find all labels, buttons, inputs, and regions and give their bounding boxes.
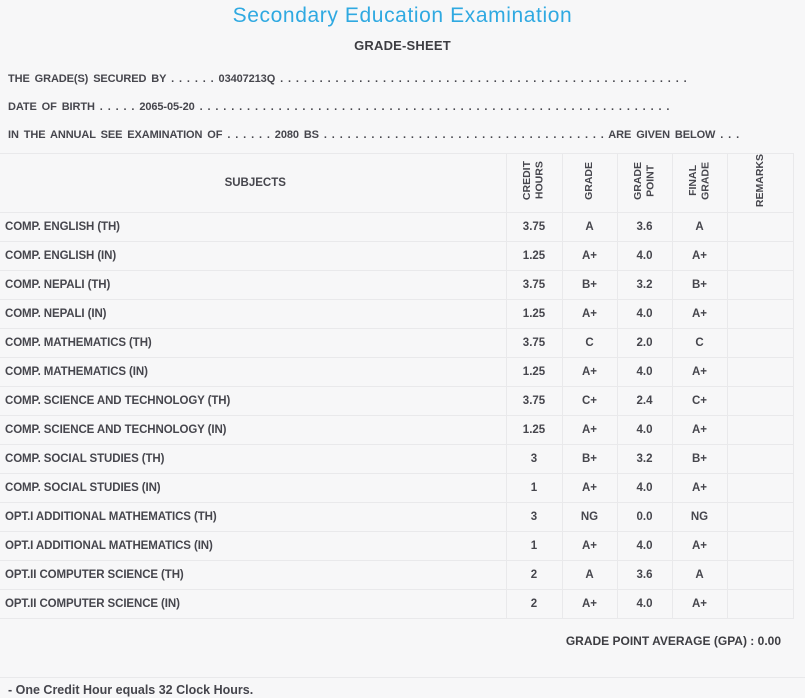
grade-cell: A+	[562, 416, 617, 445]
info-line-grades-secured-by: THE GRADE(S) SECURED BY . . . . . . 03407213Q . . . . . . . . . . . . . . . . . . . . . . . . . . . . . . . . . . . . . . . . . . . . . . . . . . . .	[8, 73, 687, 85]
table-row	[0, 474, 793, 503]
credit-hours-cell: 1.25	[506, 416, 562, 445]
credit-hours-cell: 3	[506, 445, 562, 474]
credit-hours-cell: 1	[506, 532, 562, 561]
table-row	[0, 416, 793, 445]
final-grade-cell: A+	[672, 242, 727, 271]
credit-hours-cell: 2	[506, 561, 562, 590]
subject-cell: OPT.II COMPUTER SCIENCE (IN)	[0, 590, 506, 619]
grade-point-cell: 4.0	[617, 474, 672, 503]
final-grade-label: FINAL GRADE	[686, 161, 712, 200]
grade-point-cell: 4.0	[617, 590, 672, 619]
remarks-cell	[727, 503, 793, 532]
subject-cell: COMP. SOCIAL STUDIES (TH)	[0, 445, 506, 474]
remarks-cell	[727, 271, 793, 300]
column-header-grade-point	[617, 154, 672, 213]
final-grade-cell: B+	[672, 445, 727, 474]
grade-point-cell: 4.0	[617, 358, 672, 387]
grade-point-cell: 2.0	[617, 329, 672, 358]
grade-cell: A+	[562, 242, 617, 271]
grade-table-body	[0, 213, 793, 619]
credit-hours-cell: 3.75	[506, 213, 562, 242]
column-header-subjects: SUBJECTS	[0, 154, 506, 213]
credit-hours-cell: 3.75	[506, 387, 562, 416]
final-grade-cell: A+	[672, 590, 727, 619]
grade-cell: A+	[562, 590, 617, 619]
grade-point-cell: 3.2	[617, 271, 672, 300]
credit-hours-cell: 3.75	[506, 329, 562, 358]
final-grade-cell: A+	[672, 358, 727, 387]
divider	[0, 677, 805, 678]
subject-cell: COMP. SCIENCE AND TECHNOLOGY (TH)	[0, 387, 506, 416]
remarks-cell	[727, 474, 793, 503]
subject-cell: OPT.I ADDITIONAL MATHEMATICS (TH)	[0, 503, 506, 532]
grade-point-cell: 4.0	[617, 300, 672, 329]
remarks-cell	[727, 561, 793, 590]
remarks-cell	[727, 387, 793, 416]
info-line-date-of-birth: DATE OF BIRTH . . . . . 2065-05-20 . . . . . . . . . . . . . . . . . . . . . . . . . . . . . . . . . . . . . . . . . . . . . . . . . . . . . . . . . . . .	[8, 101, 670, 113]
grade-cell: C+	[562, 387, 617, 416]
grade-point-cell: 0.0	[617, 503, 672, 532]
credit-hours-cell: 3	[506, 503, 562, 532]
grade-cell: A+	[562, 358, 617, 387]
column-header-final-grade	[672, 154, 727, 213]
subject-cell: COMP. SCIENCE AND TECHNOLOGY (IN)	[0, 416, 506, 445]
grade-cell: A	[562, 561, 617, 590]
credit-hours-cell: 1.25	[506, 242, 562, 271]
final-grade-cell: A+	[672, 474, 727, 503]
table-row	[0, 358, 793, 387]
grade-point-cell: 4.0	[617, 532, 672, 561]
subject-cell: OPT.II COMPUTER SCIENCE (TH)	[0, 561, 506, 590]
grade-label: GRADE	[583, 161, 596, 200]
table-row	[0, 387, 793, 416]
table-row	[0, 590, 793, 619]
credit-hour-footnote: - One Credit Hour equals 32 Clock Hours.	[8, 683, 254, 698]
final-grade-cell: A	[672, 561, 727, 590]
final-grade-cell: A+	[672, 300, 727, 329]
grade-cell: C	[562, 329, 617, 358]
subject-cell: COMP. ENGLISH (IN)	[0, 242, 506, 271]
table-row	[0, 213, 793, 242]
gpa-summary	[0, 633, 781, 649]
credit-hours-cell: 1.25	[506, 300, 562, 329]
grade-point-cell: 3.6	[617, 561, 672, 590]
final-grade-cell: A+	[672, 532, 727, 561]
gpa-value: 0.00	[757, 634, 781, 649]
remarks-cell	[727, 300, 793, 329]
subject-cell: COMP. MATHEMATICS (TH)	[0, 329, 506, 358]
grade-point-cell: 3.6	[617, 213, 672, 242]
candidate-info-block	[0, 65, 801, 149]
grade-cell: B+	[562, 271, 617, 300]
remarks-cell	[727, 213, 793, 242]
grade-cell: B+	[562, 445, 617, 474]
table-row	[0, 445, 793, 474]
gpa-label: GRADE POINT AVERAGE (GPA) :	[565, 634, 755, 649]
grade-point-cell: 4.0	[617, 242, 672, 271]
grade-table-header	[0, 154, 793, 213]
column-header-grade	[562, 154, 617, 213]
final-grade-cell: C+	[672, 387, 727, 416]
grade-point-label: GRADE POINT	[631, 161, 657, 200]
table-row	[0, 503, 793, 532]
table-row	[0, 532, 793, 561]
credit-hours-cell: 1	[506, 474, 562, 503]
grade-cell: A+	[562, 474, 617, 503]
remarks-label: REMARKS	[753, 154, 766, 208]
subject-cell: COMP. ENGLISH (TH)	[0, 213, 506, 242]
subject-cell: COMP. NEPALI (TH)	[0, 271, 506, 300]
column-header-remarks	[727, 154, 793, 213]
final-grade-cell: A	[672, 213, 727, 242]
credit-hours-cell: 1.25	[506, 358, 562, 387]
grade-cell: A	[562, 213, 617, 242]
subject-cell: COMP. MATHEMATICS (IN)	[0, 358, 506, 387]
table-row	[0, 300, 793, 329]
grade-cell: A+	[562, 532, 617, 561]
grade-point-cell: 2.4	[617, 387, 672, 416]
remarks-cell	[727, 329, 793, 358]
column-header-credit-hours	[506, 154, 562, 213]
subject-cell: COMP. NEPALI (IN)	[0, 300, 506, 329]
credit-hours-cell: 3.75	[506, 271, 562, 300]
remarks-cell	[727, 590, 793, 619]
final-grade-cell: A+	[672, 416, 727, 445]
final-grade-cell: B+	[672, 271, 727, 300]
grade-cell: A+	[562, 300, 617, 329]
final-grade-cell: NG	[672, 503, 727, 532]
subject-cell: COMP. SOCIAL STUDIES (IN)	[0, 474, 506, 503]
remarks-cell	[727, 242, 793, 271]
subject-cell: OPT.I ADDITIONAL MATHEMATICS (IN)	[0, 532, 506, 561]
info-line-examination-of: IN THE ANNUAL SEE EXAMINATION OF . . . . . . 2080 BS . . . . . . . . . . . . . . . . . . . . . . . . . . . . . . . . . . . . ARE GIVEN BELOW . . .	[8, 129, 740, 141]
final-grade-cell: C	[672, 329, 727, 358]
table-row	[0, 242, 793, 271]
remarks-cell	[727, 445, 793, 474]
grade-point-cell: 3.2	[617, 445, 672, 474]
remarks-cell	[727, 358, 793, 387]
grade-cell: NG	[562, 503, 617, 532]
credit-hours-cell: 2	[506, 590, 562, 619]
grade-sheet-subtitle: GRADE-SHEET	[354, 38, 451, 53]
page-title: Secondary Education Examination	[232, 4, 573, 27]
table-row	[0, 561, 793, 590]
remarks-cell	[727, 532, 793, 561]
grade-point-cell: 4.0	[617, 416, 672, 445]
table-row	[0, 271, 793, 300]
table-row	[0, 329, 793, 358]
grade-table	[0, 153, 794, 619]
credit-hours-label: CREDIT HOURS	[521, 161, 546, 201]
header-row	[0, 154, 793, 213]
remarks-cell	[727, 416, 793, 445]
